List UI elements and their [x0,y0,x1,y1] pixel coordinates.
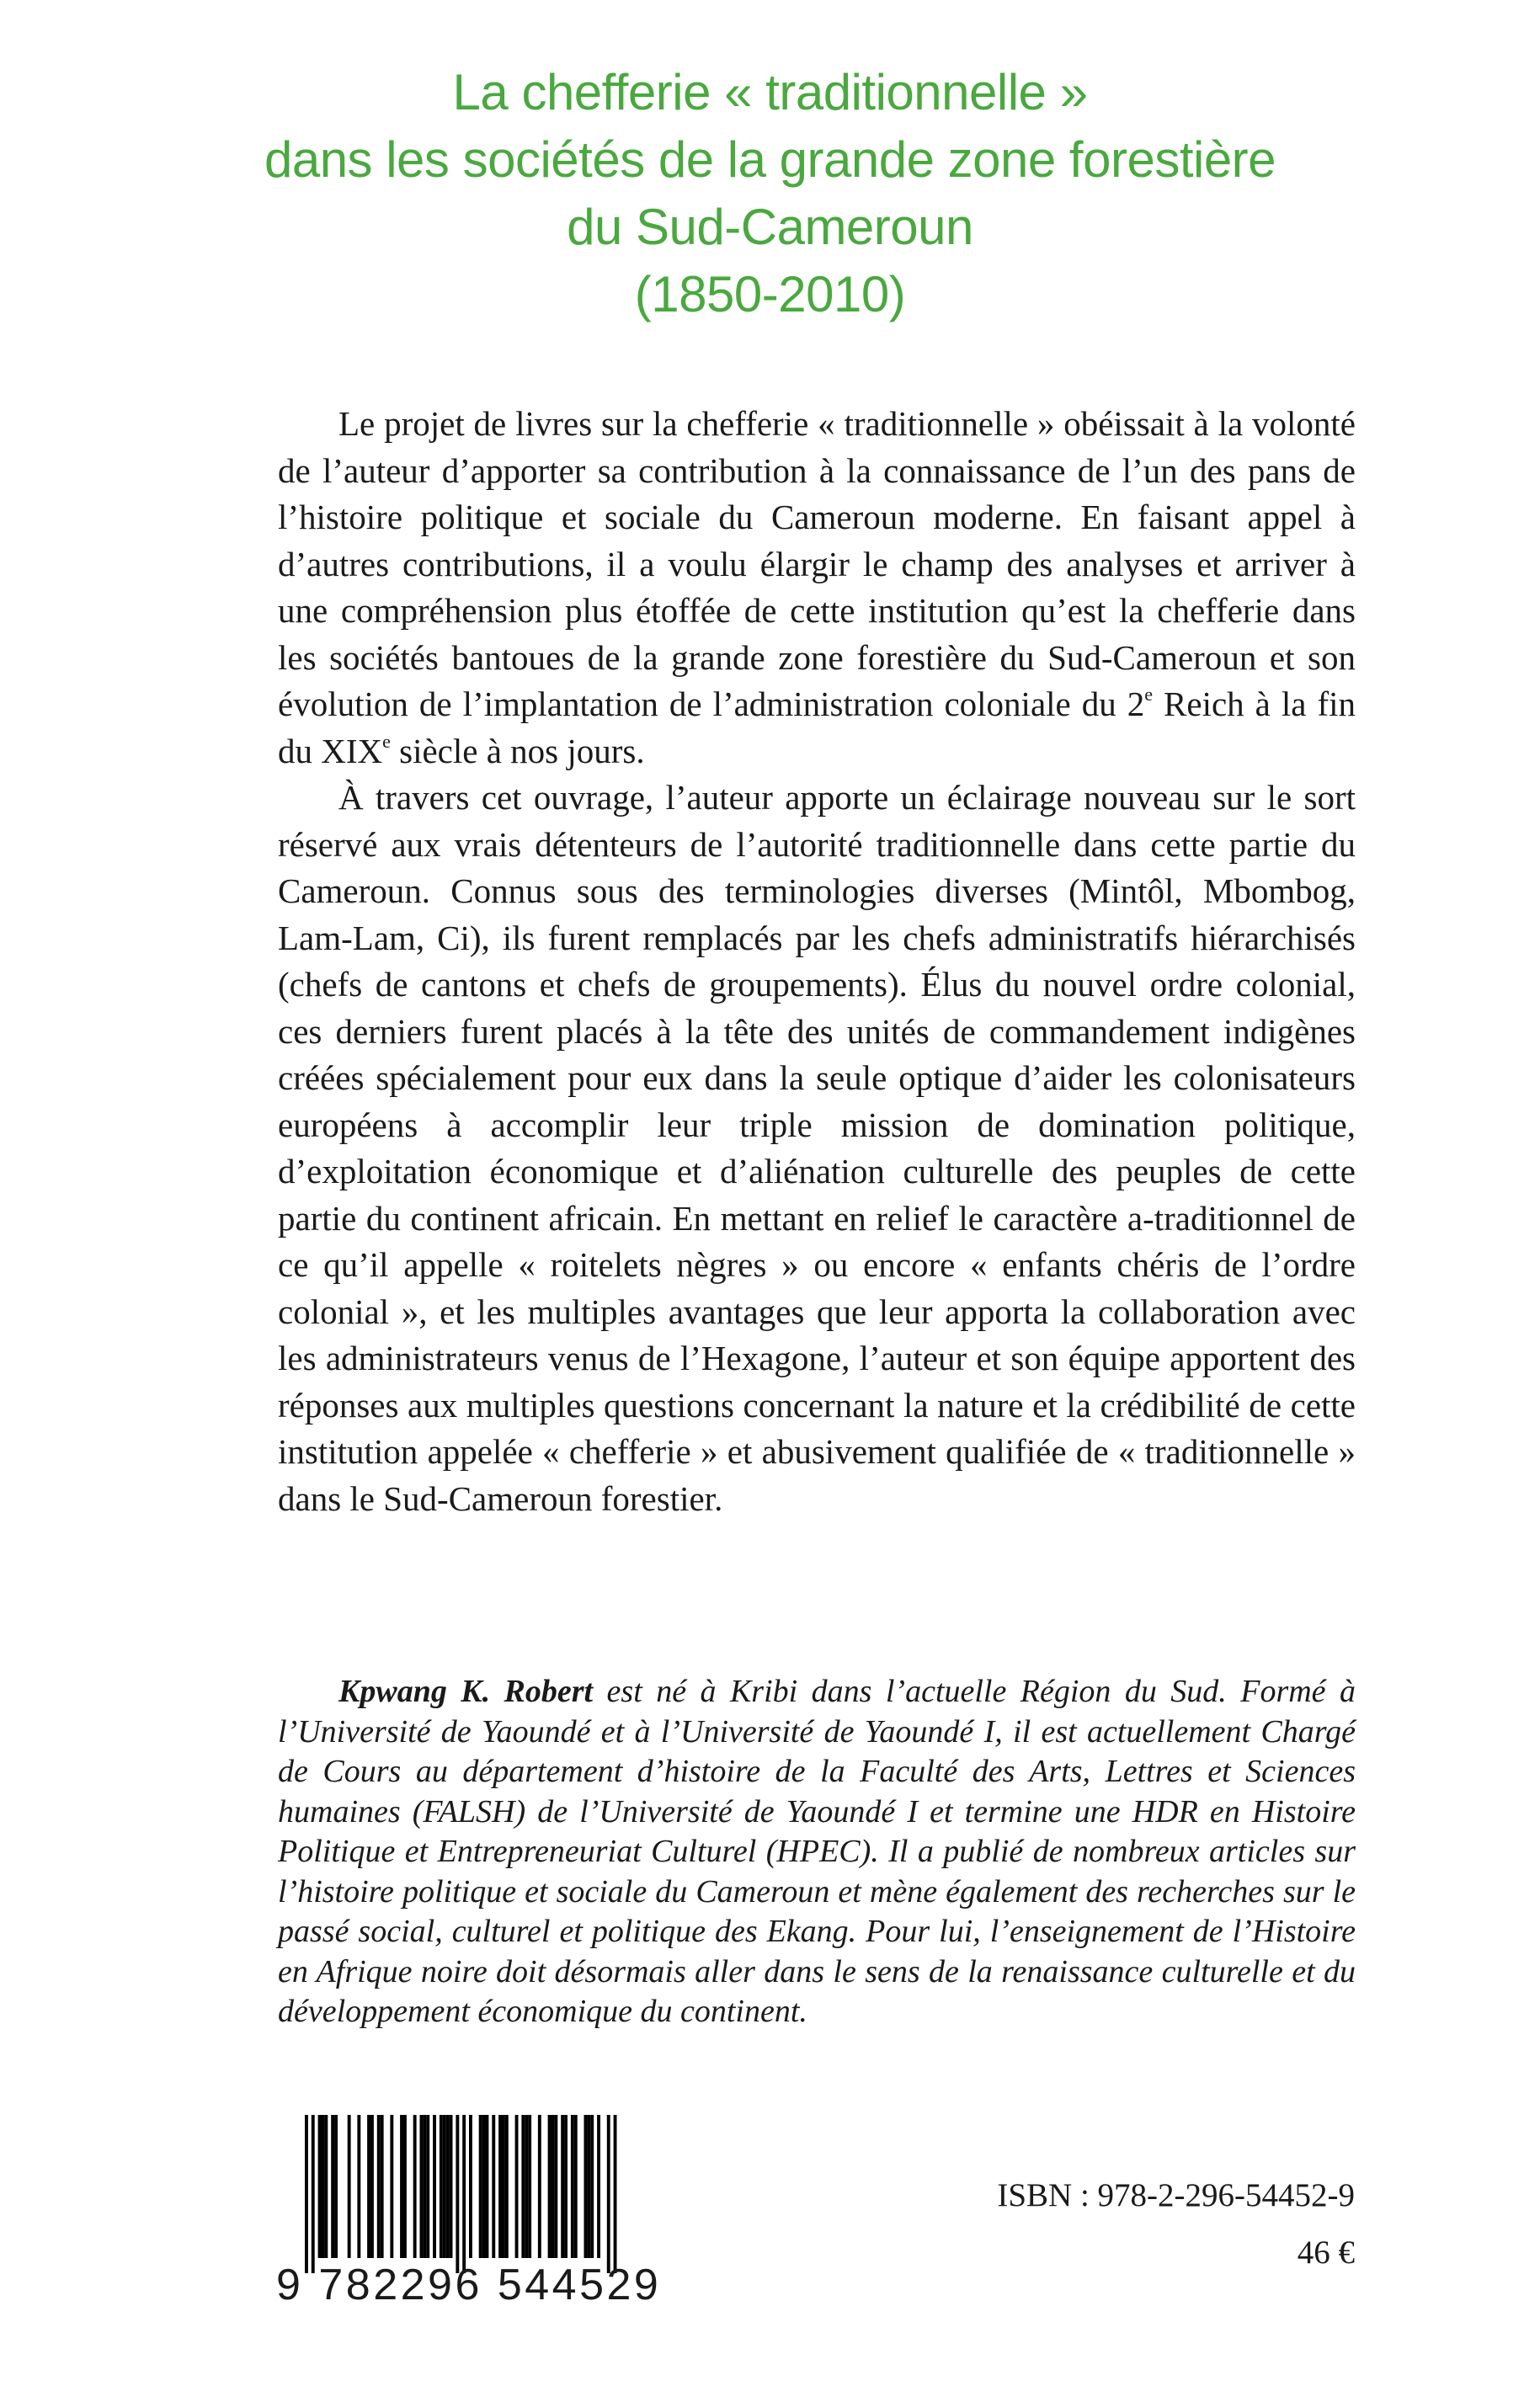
barcode-bar [456,2115,459,2273]
barcode-bar [413,2115,417,2258]
barcode-bar [492,2115,495,2258]
title-line-3: du Sud-Cameroun [567,199,973,255]
author-name: Kpwang K. Robert [338,1674,594,1709]
barcode-bar [400,2115,403,2258]
barcode-digits: 9 782296 544529 [276,2261,662,2309]
title-line-2: dans les sociétés de la grande zone forestière [264,131,1276,188]
barcode-bar [479,2115,482,2258]
barcode-bar [370,2115,374,2258]
price: 46 € [1297,2234,1355,2271]
barcode-bar [322,2115,325,2258]
barcode-bar [331,2115,334,2258]
barcode-bar [607,2115,610,2273]
barcode [276,2115,662,2310]
barcode-bar [348,2115,351,2258]
barcode-bar [525,2115,528,2258]
title-line-1: La chefferie « traditionnelle » [452,64,1088,120]
summary-paragraph-2: À travers cet ouvrage, l’auteur apporte un éclairage nouveau sur le sort réservé aux vrais détenteurs de l’autorité traditionnelle dans cette partie du Cameroun. Connus sous des terminologies diverses (Mintôl, Mbombog, Lam-Lam, Ci), ils furent remplacés par les chefs administratifs hiérarchisés (chefs de cantons et chefs de groupements). Élus du nouvel ordre colonial, ces derniers furent placés à la tête des unités de commandement indigènes créées spécialement pour eux dans la seule optique d’aider les colonisateurs européens à accomplir leur triple mission de domination politique, d’exploitation économique et d’aliénation culturelle des peuples de cette partie du continent africain. En mettant en relief le caractère a-traditionnel de ce qu’il appelle « roitelets nègres » ou encore « enfants chéris de l’ordre colonial », et les multiples avantages que leur apporta la collaboration avec les administrateurs venus de l’Hexagone, l’auteur et son équipe apportent des réponses aux multiples questions concernant la nature et la crédibilité de cette institution appelée « chefferie » et abusivement qualifiée de « traditionnelle » dans le Sud-Cameroun forestier. [278,778,1356,1518]
barcode-bar [554,2115,557,2258]
author-bio [278,1672,1356,2032]
summary-p1-text-a: Le projet de livres sur la chefferie « traditionnelle » obéissait à la volonté de l’auteur d’apporter sa contribution à la connaissance de l’un des pans de l’histoire politique et sociale du Cameroun moderne. En faisant appel à d’autres contributions, il a voulu élargir le champ des analyses et arriver à une compréhension plus étoffée de cette institution qu’est la chefferie dans les sociétés bantoues de la grande zone forestière du Sud-Cameroun et son évolution de l’implantation de l’administration coloniale du 2 [278,404,1356,723]
barcode-bar [502,2115,505,2258]
barcode-bar [587,2115,590,2258]
barcode-bar [498,2115,502,2258]
barcode-bar [446,2115,450,2258]
barcode-bar [390,2115,393,2258]
book-title [0,59,1540,328]
barcode-bar [334,2115,338,2258]
title-line-4: (1850-2010) [634,266,906,322]
barcode-bar [324,2115,328,2258]
barcode-bar [571,2115,574,2258]
barcode-bar [381,2115,384,2258]
barcode-bar [590,2115,594,2258]
barcode-bar [403,2115,407,2258]
ordinal-superscript: e [1144,684,1154,705]
barcode-bar [469,2115,472,2258]
barcode-bar [357,2115,360,2258]
summary-paragraph-1 [278,401,1356,775]
barcode-bar [420,2115,424,2258]
barcode-bar [305,2115,308,2273]
barcode-bar [377,2115,381,2258]
barcode-bar [564,2115,568,2258]
barcode-bar [312,2115,315,2273]
barcode-bar [318,2115,322,2258]
summary-p1-text-b: Reich à la fin du XIX [278,684,1356,770]
barcode-bar [367,2115,370,2258]
barcode-bar [528,2115,531,2258]
barcode-bar [462,2115,466,2273]
barcode-bar [538,2115,541,2258]
barcode-bar [614,2115,617,2273]
barcode-bar [482,2115,486,2258]
barcode-bar [505,2115,509,2258]
barcode-bar [443,2115,446,2258]
isbn: ISBN : 978-2-296-54452-9 [997,2177,1355,2213]
summary-p1-text-c: siècle à nos jours. [390,731,645,770]
barcode-bar [450,2115,453,2258]
barcode-bar [426,2115,429,2258]
book-summary [278,401,1356,1522]
barcode-bar [521,2115,525,2258]
barcode-bar [552,2115,555,2258]
barcode-bar [433,2115,436,2258]
barcode-bar [440,2115,443,2258]
barcode-bar [486,2115,489,2258]
author-bio-text: est né à Kribi dans l’actuelle Région du Sud. Formé à l’Université de Yaoundé et à l’Université de Yaoundé I, il est actuellement Chargé de Cours au département d’histoire de la Faculté des Arts, Lettres et Sciences humaines (FALSH) de l’Université de Yaoundé I et termine une HDR en Histoire Politique et Entrepreneuriat Culturel (HPEC). Il a publié de nombreux articles sur l’histoire politique et sociale du Cameroun et mène également des recherches sur le passé social, culturel et politique des Ekang. Pour lui, l’enseignement de l’Histoire en Afrique noire doit désormais aller dans le sens de la renaissance culturelle et du développement économique du continent. [278,1674,1356,2029]
barcode-bar [548,2115,552,2258]
barcode-bar [515,2115,519,2258]
barcode-bar [574,2115,578,2258]
barcode-bar [597,2115,600,2258]
century-superscript: e [382,730,391,752]
barcode-bar [423,2115,426,2258]
barcode-bar [561,2115,564,2258]
barcode-bar [584,2115,588,2258]
